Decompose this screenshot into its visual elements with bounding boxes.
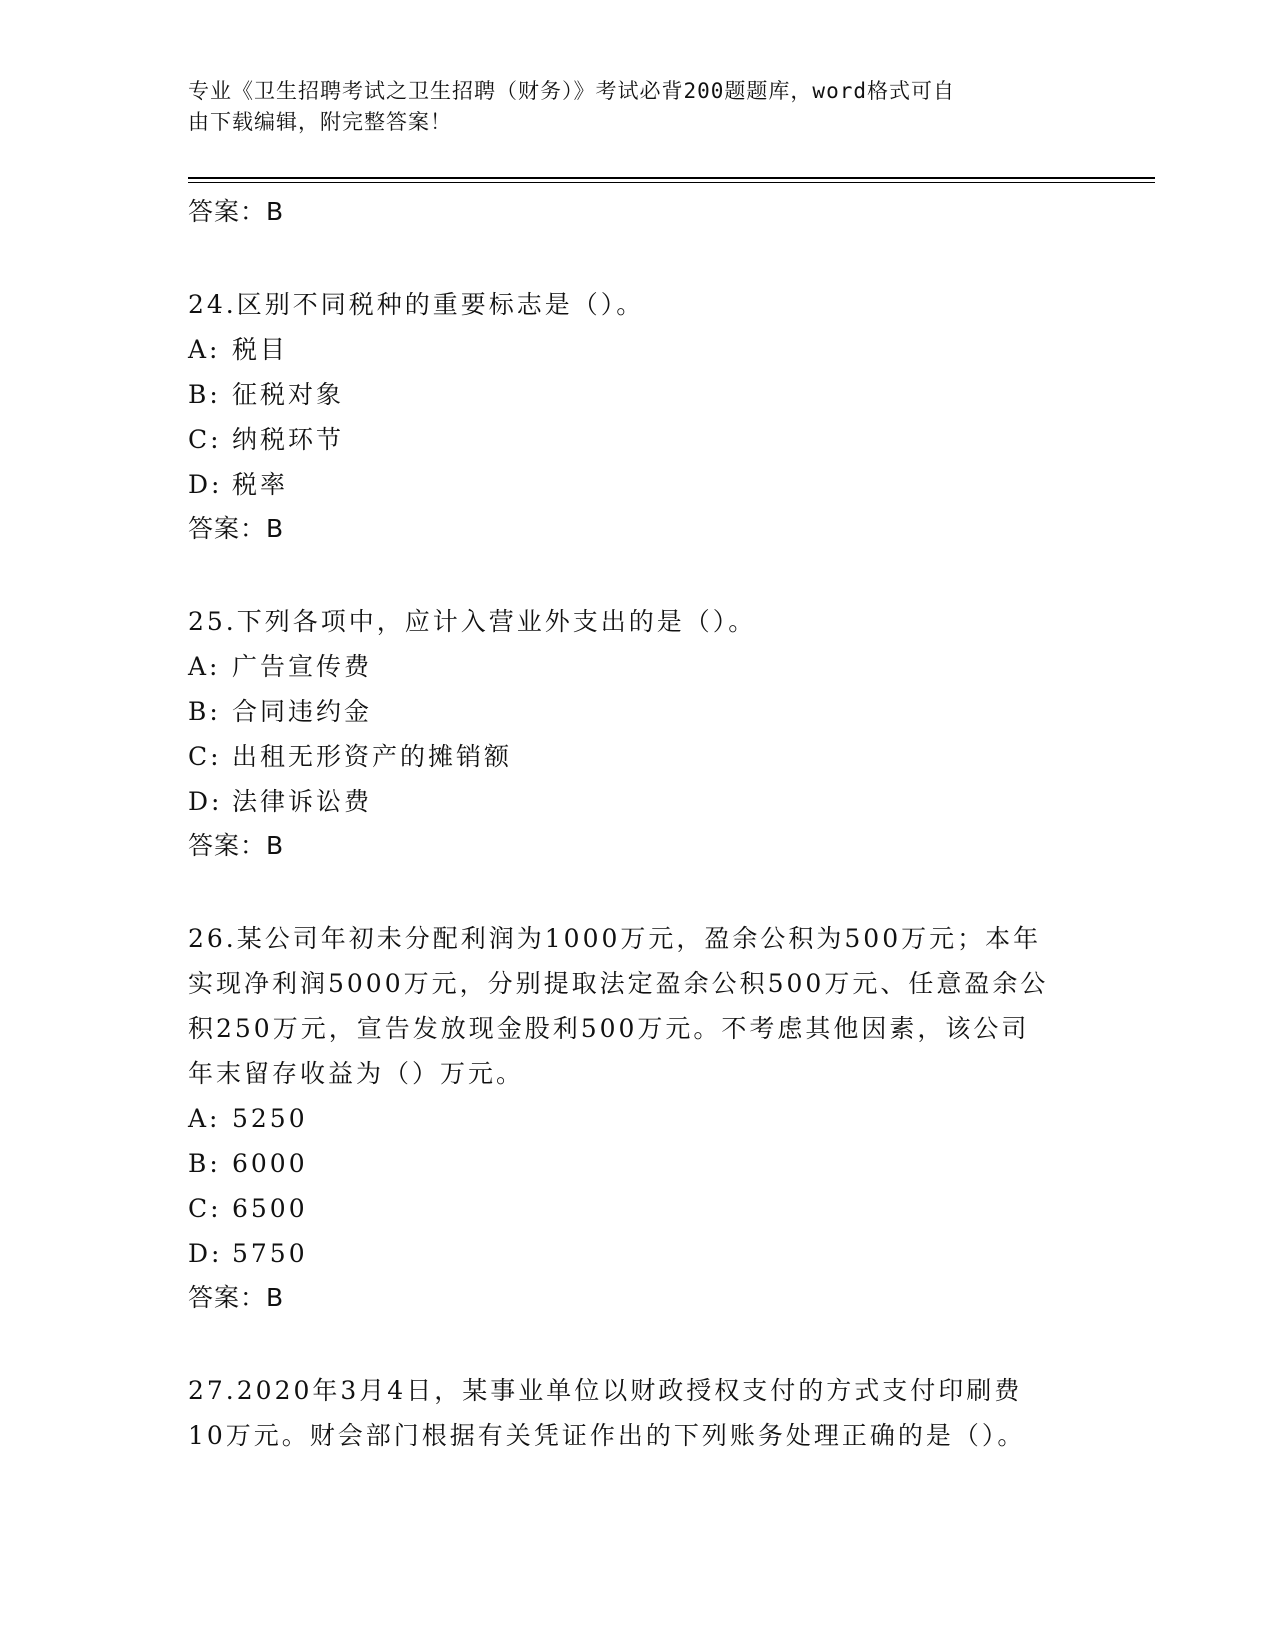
- option-letter: A:: [188, 652, 221, 681]
- option-text: 6500: [232, 1194, 308, 1223]
- option-letter: A:: [188, 1104, 221, 1133]
- option-a: [188, 1096, 1088, 1141]
- option-d: [188, 779, 1088, 824]
- answer: 答案：B: [188, 1283, 285, 1312]
- option-letter: B:: [188, 697, 221, 726]
- option-c: [188, 1186, 1088, 1231]
- option-text: 广告宣传费: [232, 652, 373, 681]
- question-stem-line: 积250万元，宣告发放现金股利500万元。不考虑其他因素，该公司: [188, 1014, 1030, 1043]
- question-25: [188, 599, 1088, 868]
- option-b: [188, 1141, 1088, 1186]
- option-d: [188, 1231, 1088, 1276]
- option-a: [188, 327, 1088, 372]
- option-letter: D:: [188, 787, 223, 816]
- question-stem-line: 10万元。财会部门根据有关凭证作出的下列账务处理正确的是（）。: [188, 1421, 1026, 1450]
- question-stem: 24.区别不同税种的重要标志是（）。: [188, 290, 645, 319]
- question-stem-line: 26.某公司年初未分配利润为1000万元，盈余公积为500万元；本年: [188, 924, 1042, 953]
- question-26: [188, 916, 1088, 1320]
- option-text: 征税对象: [232, 380, 345, 409]
- option-letter: B:: [188, 1149, 221, 1178]
- option-b: [188, 689, 1088, 734]
- header-divider-thin: [188, 182, 1155, 183]
- option-text: 6000: [232, 1149, 308, 1178]
- option-c: [188, 734, 1088, 779]
- option-letter: C:: [188, 742, 222, 771]
- question-27: [188, 1368, 1088, 1458]
- option-text: 纳税环节: [232, 425, 345, 454]
- header-line-1: 专业《卫生招聘考试之卫生招聘（财务）》考试必背200题题库，word格式可自: [188, 79, 955, 103]
- question-stem-line: 实现净利润5000万元，分别提取法定盈余公积500万元、任意盈余公: [188, 969, 1049, 998]
- option-text: 出租无形资产的摊销额: [232, 742, 513, 771]
- option-letter: C:: [188, 1194, 222, 1223]
- answer: 答案：B: [188, 514, 285, 543]
- option-letter: A:: [188, 335, 221, 364]
- option-d: [188, 462, 1088, 507]
- option-text: 5750: [232, 1239, 308, 1268]
- previous-answer: 答案：B: [188, 197, 285, 226]
- document-header: [188, 76, 1068, 138]
- option-text: 税率: [232, 470, 289, 499]
- option-letter: D:: [188, 470, 223, 499]
- question-stem-line: 年末留存收益为（）万元。: [188, 1059, 525, 1088]
- option-a: [188, 644, 1088, 689]
- question-content: [188, 190, 1088, 1458]
- option-text: 合同违约金: [232, 697, 373, 726]
- question-stem: 25.下列各项中，应计入营业外支出的是（）。: [188, 607, 757, 636]
- option-letter: D:: [188, 1239, 223, 1268]
- option-letter: C:: [188, 425, 222, 454]
- option-b: [188, 372, 1088, 417]
- answer: 答案：B: [188, 831, 285, 860]
- question-stem-line: 27.2020年3月4日，某事业单位以财政授权支付的方式支付印刷费: [188, 1376, 1023, 1405]
- header-divider-thick: [188, 177, 1155, 179]
- option-text: 法律诉讼费: [232, 787, 373, 816]
- question-24: [188, 282, 1088, 551]
- option-letter: B:: [188, 380, 221, 409]
- option-text: 5250: [232, 1104, 308, 1133]
- option-text: 税目: [232, 335, 289, 364]
- option-c: [188, 417, 1088, 462]
- header-line-2: 由下载编辑，附完整答案！: [188, 110, 452, 134]
